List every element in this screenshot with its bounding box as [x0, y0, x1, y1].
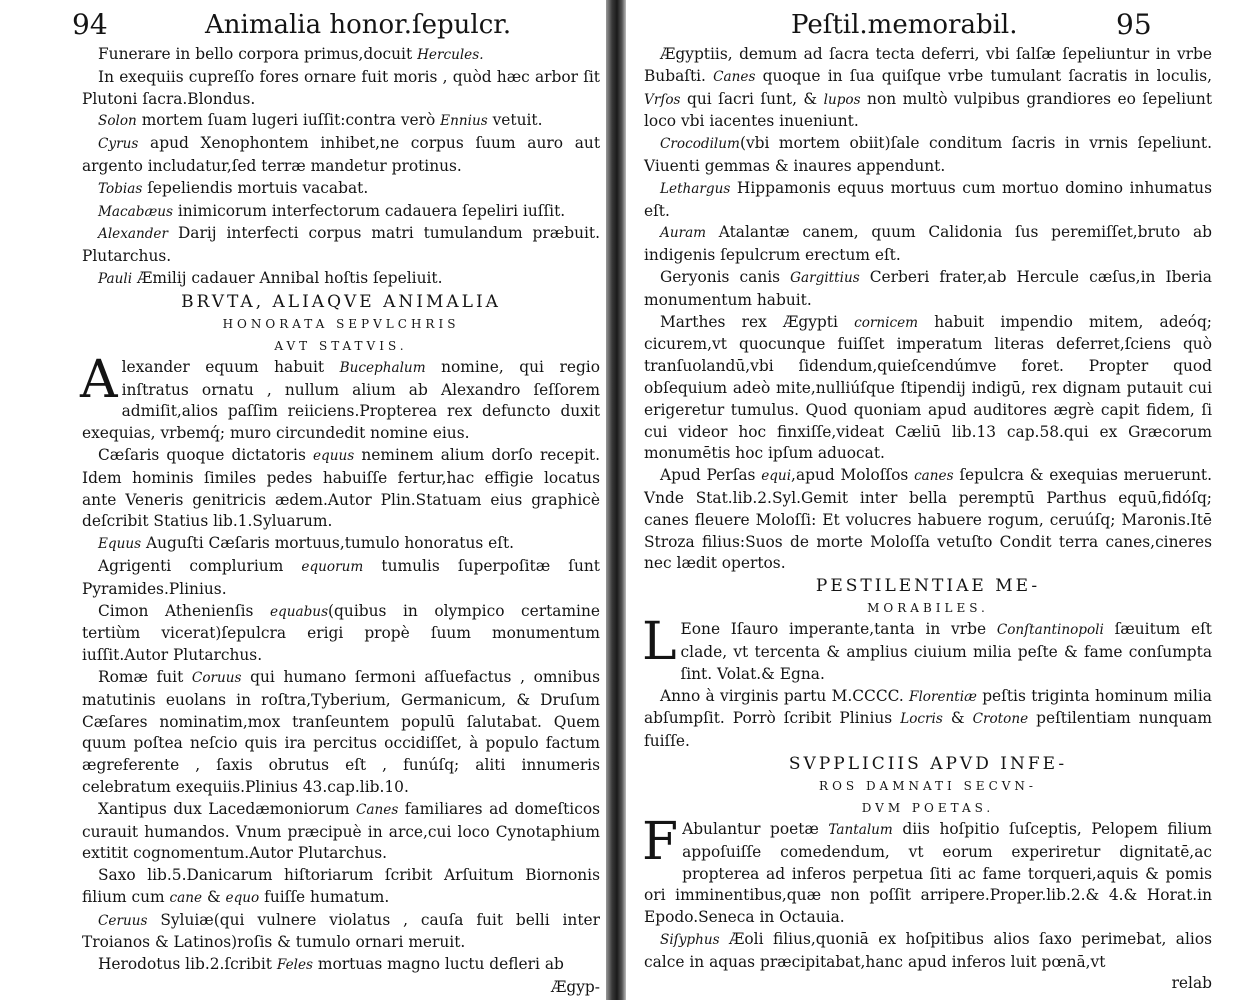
italic-name: Crocodilum [660, 136, 740, 153]
text-run: Æmilij cadauer Annibal hoſtis ſepeliuit. [132, 268, 443, 287]
text-run: (vbi mortem obiit)ſale conditum ſacris in vrnis ſepeliunt. Viuenti gemmas & inaures appendunt. [644, 134, 1212, 175]
text-run: Darij interfecti corpus matri tumulandum præbuit. Plutarchus. [82, 224, 600, 266]
italic-name: Tobias [98, 180, 143, 197]
italic-name: cornicem [854, 314, 919, 331]
text-run: nomine, qui regio inſtratus ornatu , nullum alium ab Alexandro ſeſſorem admiſit,alios paſſim reiiciens.Propterea rex defuncto duxit exequias, vrbemq́; muro circundedit nomine eius. [82, 357, 600, 443]
italic-name: equus [313, 447, 355, 464]
text-run: Geryonis canis [660, 267, 791, 286]
italic-name: cane [169, 889, 203, 906]
text-run: Æoli filius,quoniā ex hoſpitibus alios ſaxo perimebat, alios calce in aquas præcipitabat,hanc apud inferos luit pœnā,vt [644, 929, 1212, 971]
italic-name: Gargittius [790, 269, 860, 286]
section2-paragraphs [644, 929, 1212, 974]
text-run: Ægyptiis, demum ad ſacra tecta deferri, vbi ſalſæ ſepeliuntur in vrbe Bubaſti. [644, 45, 1212, 85]
italic-name: Canes [356, 801, 399, 818]
section-title-line: BRVTA, ALIAQVE ANIMALIA [181, 291, 501, 312]
left-section-title [82, 291, 600, 357]
text-run: (quibus in olympico certamine tertiùm vicerat)ſepulcra erigi propè ſuum monumentum iuſſit.Autor Plutarchus. [82, 601, 600, 665]
text-run: apud Xenophontem inhibet,ne corpus ſuum auro aut argento includatur,ſed terræ mandetur protinus. [82, 134, 600, 175]
text-run: Xantipus dux Lacedæmoniorum [98, 799, 357, 818]
italic-name: Canes [713, 68, 756, 85]
right-folio: 95 [1116, 8, 1152, 41]
paragraph [82, 178, 600, 201]
italic-name: Equus [98, 536, 142, 553]
paragraph [82, 44, 600, 67]
text-run: & [942, 709, 973, 728]
italic-name: Hercules. [417, 47, 484, 63]
text-run: habuit impendio mitem, adeóq; cicurem,vt quocunque fuiſſet imperatum literas deferret,ſciens quò tranſuolandū,vbi ſidendum,quieſcendúmve foret. Propter quod obſequium adeò mite,nulliúſque ſtipendij indigū, rex dignam putauit cui erigeretur tumulus. Quod quoniam apud auditores ægrè capit fidem, ſi cui videor hoc finxiſſe,videat Cæliū lib.13 cap.58.qui ex Græcorum monumētis hoc ipſum aduocat. [644, 312, 1212, 463]
text-run: peſtis triginta hominum milia abſumpſit. Porrò ſcribit Plinius [644, 686, 1212, 728]
first-paragraph-text [80, 349, 600, 443]
right-running-title: Peſtil.memorabil. [791, 10, 1018, 40]
paragraph [82, 799, 600, 865]
drop-cap: L [642, 612, 677, 673]
text-run: Auguſti Cæſaris mortuus,tumulo honoratus eſt. [141, 534, 515, 553]
section-title-line: AVT STATVIS. [274, 338, 408, 353]
paragraph [82, 865, 600, 910]
italic-name: Conſtantinopoli [996, 622, 1104, 639]
paragraph [644, 133, 1212, 178]
text-run: Funerare in bello corpora primus,docuit [98, 45, 418, 63]
text-run: fuiſſe humatum. [259, 887, 390, 906]
drop-cap: F [642, 811, 679, 872]
text-run: Cimon Athenienſis [98, 601, 270, 620]
paragraph [82, 533, 600, 556]
italic-name: Solon [98, 113, 137, 130]
text-run: qui humano ſermoni aſſuefactus , omnibus matutinis euolans in roſtra,Tyberium, Germanicum, & Druſum Cæſares nominatim,mox tranſeuntem populū ſalutabat. Quem quum poſtea neſcio quis ira percitus occidiſſet, à populo factum ægreferente , ſaxis obrutus eſt , funúſq; aliti innumeris celebratum exequiis.Plinius 43.cap.lib.10. [82, 667, 600, 796]
text-run: ,apud Moloſſos [791, 466, 915, 485]
italic-name: Bucephalum [339, 359, 426, 376]
left-first-paragraph [80, 349, 600, 445]
italic-name: Ennius [440, 113, 488, 130]
left-paragraphs-2 [82, 445, 600, 977]
left-page [0, 0, 606, 1000]
text-run: Romæ fuit [98, 667, 192, 686]
text-run: quoque in ſua quiſque vrbe tumulant ſacratis in loculis, [755, 66, 1212, 85]
left-folio: 94 [72, 8, 108, 41]
left-body [82, 44, 600, 999]
text-run: Cerberi frater,ab Hercule cæſus,in Iberia monumentum habuit. [644, 267, 1212, 309]
right-catchword: relab [1171, 974, 1212, 993]
left-paragraphs [82, 44, 600, 291]
italic-name: Tantalum [828, 821, 893, 838]
paragraph [82, 110, 600, 133]
italic-name: equorum [301, 558, 364, 575]
text-run: Eone Iſauro imperante,tanta in vrbe [680, 620, 997, 639]
section-title-line: PESTILENTIAE ME- [815, 576, 1041, 597]
paragraph [644, 267, 1212, 312]
section-title-line: HONORATA SEPVLCHRIS [222, 316, 460, 331]
right-page [626, 0, 1234, 1000]
paragraph [644, 312, 1212, 466]
text-run: Apud Perſas [660, 466, 762, 485]
text-run: & [202, 887, 226, 906]
text-run: mortuas magno luctu defleri ab [313, 955, 564, 974]
section1-first-paragraph [642, 612, 1212, 685]
text-run: neminem alium dorſo recepit. Idem hominis ſimiles pedes habuiſſe fertur,hac effigie locatus ante Veneris genitricis ædem.Autor Plin.Statuam eius graphicè deſcribit Statius lib.1.Syluarum. [82, 445, 600, 531]
paragraph [82, 201, 600, 224]
text-run: Cæſaris quoque dictatoris [98, 445, 314, 464]
italic-name: Coruus [191, 669, 242, 686]
paragraph [82, 556, 600, 601]
paragraph [82, 223, 600, 268]
paragraph [644, 44, 1212, 133]
italic-name: equo [225, 889, 260, 906]
text-run: lexander equum habuit [121, 357, 340, 376]
text-run: Saxo lib.5.Danicarum hiſtoriarum ſcribit Arſuitum Biornonis filium cum [82, 866, 600, 906]
first-paragraph-text [642, 811, 1212, 927]
section-title-line: MORABILES. [867, 601, 989, 616]
section1-title [644, 575, 1212, 619]
italic-name: Pauli [98, 270, 133, 287]
italic-name: Florentiæ [909, 688, 977, 705]
text-run: peſtilentiam nunquam fuiſſe. [644, 709, 1213, 751]
section-title-line: DVM POETAS. [861, 800, 995, 815]
italic-name: Locris [900, 711, 943, 728]
paragraph [82, 67, 600, 111]
text-run: mortem ſuam lugeri iuſſit:contra verò [136, 111, 441, 130]
right-body [644, 44, 1212, 995]
paragraph [644, 222, 1212, 267]
italic-name: Auram [660, 225, 707, 242]
text-run: Atalantæ canem, quum Calidonia ſus peremiſſet,bruto ab indigenis ſepulcrum erectum eſt. [644, 223, 1212, 265]
right-paragraphs [644, 44, 1212, 575]
paragraph [82, 268, 600, 291]
text-run: ſepeliendis mortuis vacabat. [142, 178, 369, 197]
first-paragraph-text [681, 620, 1212, 683]
italic-name: canes [914, 468, 954, 485]
section2-first-paragraph [642, 811, 1212, 929]
italic-name: Macabæus [98, 203, 173, 220]
italic-name: Cyrus [98, 136, 139, 153]
text-run: Abulantur poetæ [682, 819, 829, 838]
text-run: tumulis ſuperpoſitæ ſunt Pyramides.Plinius. [82, 556, 600, 598]
text-run: Syluiæ(qui vulnere violatus , cauſa fuit belli inter Troianos & Latinos)roſis & tumulo ornari meruit. [82, 910, 600, 952]
paragraph [82, 445, 600, 533]
text-run: ſæuitum eſt clade, vt tercenta & amplius ciuium milia peſte & fame conſumpta ſint. Volat.& Egna. [680, 620, 1212, 683]
text-run: Agrigenti complurium [98, 556, 302, 575]
italic-name: equi [761, 468, 792, 485]
left-catchword: Ægyp- [550, 978, 600, 997]
paragraph [644, 686, 1212, 753]
text-run: Marthes rex Ægypti [660, 312, 855, 331]
italic-name: Vrſos [644, 91, 681, 108]
paragraph [82, 667, 600, 799]
text-run: vetuit. [487, 111, 543, 130]
paragraph [82, 910, 600, 955]
section2-title [644, 753, 1212, 819]
section1-paragraphs [644, 686, 1212, 753]
section-title-line: ROS DAMNATI SECVN- [819, 778, 1037, 793]
italic-name: Ceruus [98, 912, 148, 929]
text-run: ſepulcra & exequias meruerunt. Vnde Stat.lib.2.Syl.Gemit inter bella peremptū Parthus equū,fidóſq; canes fleuere Moloſſi: Et volucres habuere rogum, ceruúſq; Maronis.Itē Stroza filius:Suos de morte Moloſſa vetuſto Condit terra canes,cineres nec lædit opertos. [644, 466, 1212, 573]
paragraph [82, 954, 600, 977]
italic-name: Feles [276, 957, 313, 974]
paragraph [82, 601, 600, 667]
text-run: non multò vulpibus grandiores eo ſepeliunt loco vbi iacentes inueniunt. [644, 89, 1213, 131]
text-run: Anno à virginis partu M.CCCC. [660, 686, 910, 705]
left-running-title: Animalia honor.ſepulcr. [205, 10, 512, 40]
drop-cap: A [80, 349, 118, 410]
text-run: familiares ad domeſticos curauit humandos. Vnum præcipuè in arce,cui loco Cynotaphium extitit cognomentum.Autor Plutarchus. [82, 799, 601, 863]
text-run: qui ſacri ſunt, & [680, 89, 824, 108]
italic-name: equabus [270, 603, 329, 620]
italic-name: Crotone [972, 711, 1029, 728]
text-run: Herodotus lib.2.ſcribit [98, 955, 277, 974]
italic-name: Siſyphus [660, 931, 720, 948]
italic-name: lupos [823, 91, 861, 108]
paragraph [644, 178, 1212, 223]
book-gutter [606, 0, 626, 1000]
paragraph [644, 465, 1212, 575]
paragraph [644, 929, 1212, 974]
italic-name: Alexander [98, 226, 168, 243]
text-run: inimicorum interfectorum cadauera ſepeliri iuſſit. [172, 201, 566, 220]
text-run: Hippamonis equus mortuus cum mortuo domino inhumatus eſt. [644, 178, 1212, 220]
italic-name: Lethargus [660, 180, 731, 197]
text-run: diis hoſpitio ſuſceptis, Pelopem filium appoſuiſſe comedendum, vt eorum experiretur dignitatē,ac propterea ad inferos perpetua ſiti ac fame torqueri,aquis & pomis ori imminentibus,quæ non poſſit arripere.Proper.lib.2.& 4.& Horat.in Epodo.Seneca in Octauia. [644, 819, 1212, 927]
paragraph [82, 133, 600, 178]
section-title-line: SVPPLICIIS APVD INFE- [788, 753, 1068, 774]
text-run: In exequiis cupreſſo fores ornare fuit moris , quòd hæc arbor ſit Plutoni ſacra.Blondus. [82, 67, 600, 108]
